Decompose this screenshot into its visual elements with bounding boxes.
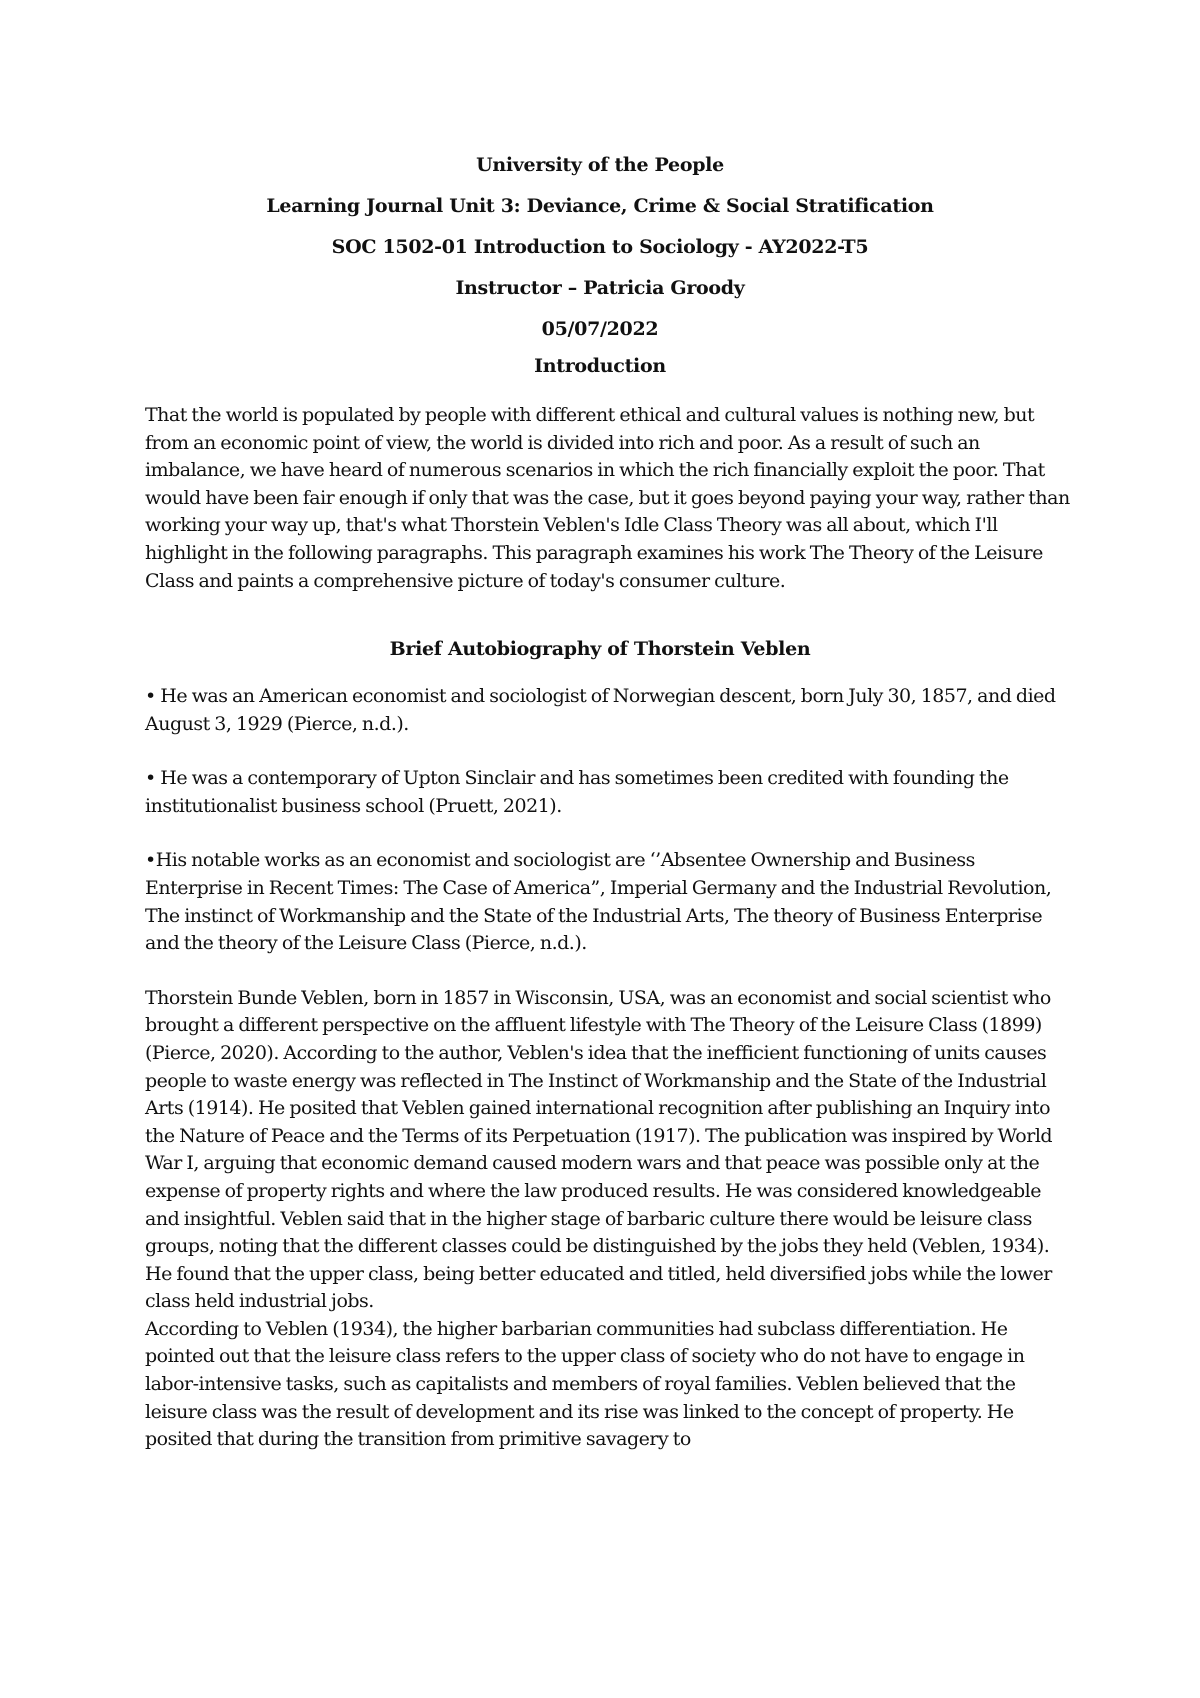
submission-date: 05/07/2022 — [541, 318, 659, 340]
introduction-heading: Introduction — [534, 355, 666, 377]
introduction-paragraph: That the world is populated by people with different ethical and cultural values is nothing new, but from an economic point of view, the world is divided into rich and poor. As a result of such an imbalance, we have heard of numerous scenarios in which the rich financially exploit the poor. That would have been fair enough if only that was the case, but it goes beyond paying your way, rather than working your way up, that's what Thorstein Veblen's Idle Class Theory was all about, which I'll highlight in the following paragraphs. This paragraph examines his work The Theory of the Leisure Class and paints a comprehensive picture of today's consumer culture. — [145, 404, 1070, 592]
instructor-name: Instructor – Patricia Groody — [455, 277, 745, 299]
bullet-item: •His notable works as an economist and sociologist are ‘’Absentee Ownership and Business Enterprise in Recent Times: The Case of America”, Imperial Germany and the Industrial Revolution, The instinct of Workmanship and the State of the Industrial Arts, The theory of Business Enterprise and the theory of the Leisure Class (Pierce, n.d.). — [145, 849, 1052, 955]
biography-paragraph: Thorstein Bunde Veblen, born in 1857 in Wisconsin, USA, was an economist and social scientist who brought a different perspective on the affluent lifestyle with The Theory of the Leisure Class (1899) (Pierce, 2020). According to the author, Veblen's idea that the inefficient functioning of units causes people to waste energy was reflected in The Instinct of Workmanship and the State of the Industrial Arts (1914). He posited that Veblen gained international recognition after publishing an Inquiry into the Nature of Peace and the Terms of its Perpetuation (1917). The publication was inspired by World War I, arguing that economic demand caused modern wars and that peace was possible only at the expense of property rights and where the law produced results. He was considered knowledgeable and insightful. Veblen said that in the higher stage of barbaric culture there would be leisure class groups, noting that the different classes could be distinguished by the jobs they held (Veblen, 1934). He found that the upper class, being better educated and titled, held diversified jobs while the lower class held industrial jobs. — [145, 986, 1053, 1313]
biography-heading: Brief Autobiography of Thorstein Veblen — [389, 638, 811, 660]
journal-title: Learning Journal Unit 3: Deviance, Crime & Social Stratification — [266, 195, 934, 217]
biography-paragraph: According to Veblen (1934), the higher barbarian communities had subclass differentiation. He pointed out that the leisure class refers to the upper class of society who do not have to engage in labor-intensive tasks, such as capitalists and members of royal families. Veblen believed that the leisure class was the result of development and its rise was linked to the concept of property. He posited that during the transition from primitive savagery to — [145, 1317, 1025, 1451]
title-block — [0, 145, 1200, 350]
introduction-section — [145, 402, 1075, 595]
university-name: University of the People — [476, 154, 724, 176]
bullet-item: • He was a contemporary of Upton Sinclair and has sometimes been credited with founding the institutionalist business school (Pruett, 2021). — [145, 767, 1009, 817]
bullet-item: • He was an American economist and sociologist of Norwegian descent, born July 30, 1857, and died August 3, 1929 (Pierce, n.d.). — [145, 685, 1056, 735]
biography-section — [145, 683, 1075, 1454]
course-name: SOC 1502-01 Introduction to Sociology - AY2022-T5 — [331, 236, 869, 258]
